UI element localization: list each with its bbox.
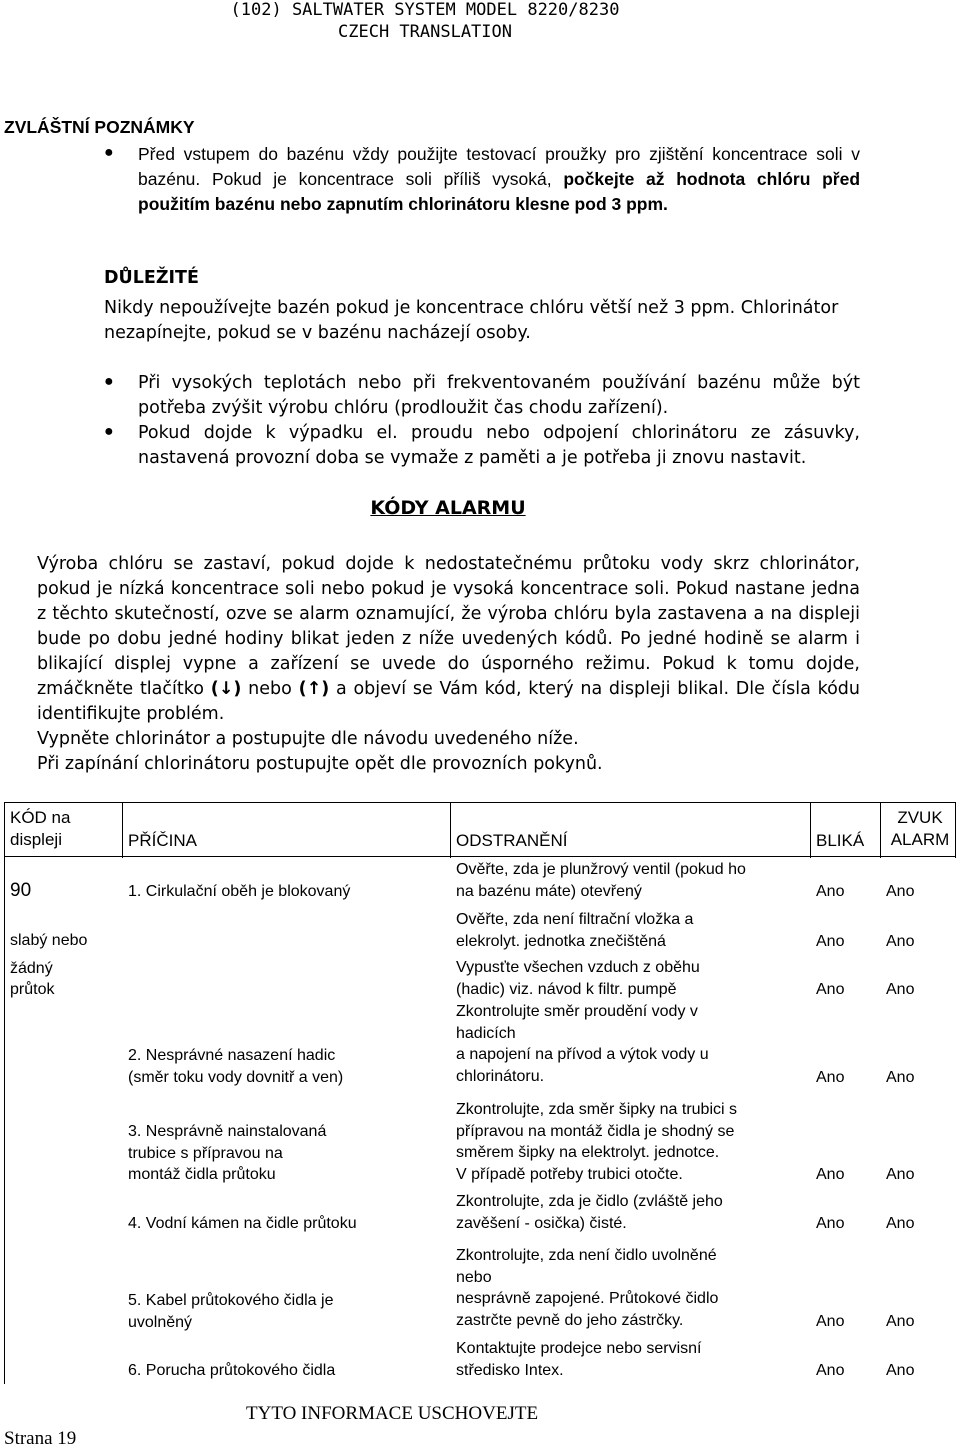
fix-line: středisko Intex. (456, 1361, 564, 1379)
cause-1 (128, 881, 350, 903)
cause-text: Nesprávné nasazení hadic (141, 1047, 336, 1064)
cause-number: 5. (128, 1292, 142, 1309)
table-col-divider (880, 802, 881, 858)
special-notes-heading: ZVLÁŠTNÍ POZNÁMKY (4, 117, 195, 137)
fix-line: nesprávně zapojené. Průtokové čidlo (456, 1290, 719, 1307)
fix-line: směrem šipky na elektrolyt. jednotce. (456, 1144, 720, 1161)
cause-number: 2. (128, 1047, 142, 1064)
table-border-top (4, 802, 956, 803)
fix-line: chlorinátoru. (456, 1067, 545, 1085)
col-header-fix: ODSTRANĚNÍ (456, 831, 568, 850)
col-header-sound-line2: ALARM (890, 829, 950, 849)
fix-line: Zkontrolujte, zda není čidlo uvolněné (456, 1247, 717, 1264)
cause-2 (128, 1045, 343, 1088)
cause-text: trubice s přípravou na (128, 1144, 283, 1162)
cause-text: Nesprávně nainstalovaná (141, 1123, 327, 1140)
note-bullet-salt-test-text: Před vstupem do bazénu vždy použijte testovací proužky pro zjištění koncentrace soli v bazénu. Pokud je koncentrace soli příliš vysoká, (138, 144, 860, 189)
blink-value: Ano (816, 1313, 845, 1330)
fix-line: zastrčte pevně do jeho zástrčky. (456, 1311, 684, 1329)
sound-value: Ano (886, 933, 915, 950)
page-number: Strana 19 (4, 1428, 77, 1449)
cause-text: montáž čidla průtoku (128, 1166, 276, 1183)
cause-number: 1. (128, 883, 142, 900)
table-border-left (4, 802, 5, 1384)
sound-value: Ano (886, 1215, 915, 1232)
alarm-intro-paragraph (37, 552, 860, 727)
fix-1 (456, 859, 746, 902)
fix-line: na bazénu máte) otevřený (456, 882, 642, 900)
cause-5 (128, 1290, 333, 1333)
fix-line: a napojení na přívod a výtok vody u (456, 1046, 709, 1063)
fix-line: Zkontrolujte směr proudění vody v (456, 1003, 698, 1020)
cause-number: 4. (128, 1215, 142, 1232)
fix-2 (456, 909, 693, 952)
alarm-codes-heading: KÓDY ALARMU (370, 497, 526, 519)
blink-value: Ano (816, 1215, 845, 1232)
sound-value: Ano (886, 1069, 915, 1086)
fix-line: Vypusťte všechen vzduch z oběhu (456, 959, 700, 976)
blink-value: Ano (816, 1166, 845, 1183)
cause-6 (128, 1360, 335, 1382)
table-col-divider (122, 802, 123, 858)
cause-text: uvolněný (128, 1313, 193, 1331)
sound-value: Ano (886, 1313, 915, 1330)
cause-text: (směr toku vody dovnitř a ven) (128, 1068, 344, 1086)
fix-3 (456, 957, 700, 1000)
fix-6 (456, 1191, 723, 1234)
note-bullet-high-temperature: Při vysokých teplotách nebo při frekventovaném používání bazénu může být potřeba zvýšit výrobu chlóru (prodloužit čas chodu zařízení). (138, 373, 860, 418)
col-header-code (10, 807, 70, 850)
sound-value: Ano (886, 1166, 915, 1183)
table-header-divider (4, 856, 956, 857)
fix-line: elekrolyt. jednotka znečištěná (456, 932, 666, 950)
blink-value: Ano (816, 1069, 845, 1086)
col-header-cause: PŘÍČINA (128, 831, 197, 850)
alarm-code-value: 90 (10, 880, 32, 901)
cause-text: Cirkulační oběh je blokovaný (141, 883, 351, 900)
cause-number: 3. (128, 1123, 142, 1140)
blink-value: Ano (816, 883, 845, 900)
bullet-marker: ● (104, 373, 114, 390)
fix-line: přípravou na montáž čidla je shodný se (456, 1122, 735, 1140)
fix-7 (456, 1245, 718, 1331)
fix-line: nebo (456, 1268, 492, 1286)
col-header-code-line1: KÓD na (10, 808, 71, 827)
fix-8 (456, 1338, 701, 1381)
fix-line: hadicích (456, 1024, 516, 1042)
fix-line: V případě potřeby trubici otočte. (456, 1165, 683, 1183)
col-header-code-line2: displeji (10, 829, 62, 849)
note-bullet-power-outage: Pokud dojde k výpadku el. proudu nebo odpojení chlorinátoru ze zásuvky, nastavená provozní doba se vymaže z paměti a je potřeba ji znovu nastavit. (138, 423, 860, 468)
alarm-code-description-line: průtok (10, 981, 55, 998)
alarm-code-description-line: slabý nebo (10, 932, 88, 949)
important-heading: DŮLEŽITÉ (104, 268, 199, 288)
alarm-intro-switch-off: Vypněte chlorinátor a postupujte dle návodu uvedeného níže. (37, 729, 579, 749)
header-subtitle: CZECH TRANSLATION (338, 22, 512, 42)
cause-number: 6. (128, 1362, 142, 1379)
header-title: (102) SALTWATER SYSTEM MODEL 8220/8230 (230, 0, 620, 20)
note-bullet-salt-test-warning: počkejte až hodnota chlóru před použitím bazénu nebo zapnutím chlorinátoru klesne pod 3 ppm. (138, 169, 861, 214)
down-button-symbol: (↓) (210, 679, 242, 699)
fix-line: Zkontrolujte, zda směr šipky na trubici s (456, 1101, 737, 1118)
sound-value: Ano (886, 883, 915, 900)
sound-value: Ano (886, 981, 915, 998)
note-bullet-salt-test (138, 142, 860, 217)
col-header-blink: BLIKÁ (816, 831, 865, 850)
cause-4 (128, 1213, 357, 1235)
bullet-marker: ● (104, 144, 114, 161)
fix-line: Ověřte, zda je plunžrový ventil (pokud ho (456, 861, 746, 878)
blink-value: Ano (816, 1362, 845, 1379)
bullet-marker: ● (104, 423, 114, 440)
footer-keep-info: TYTO INFORMACE USCHOVEJTE (246, 1403, 539, 1424)
alarm-code-description-line: žádný (10, 959, 53, 977)
cause-text: Vodní kámen na čidle průtoku (141, 1215, 357, 1232)
col-header-sound-line1: ZVUK (897, 808, 943, 827)
alarm-intro-switch-on: Při zapínání chlorinátoru postupujte opět dle provozních pokynů. (37, 754, 603, 774)
table-col-divider (810, 802, 811, 858)
blink-value: Ano (816, 981, 845, 998)
blink-value: Ano (816, 933, 845, 950)
fix-line: (hadic) viz. návod k filtr. pumpě (456, 980, 677, 998)
col-header-sound (884, 807, 956, 850)
fix-5 (456, 1099, 737, 1185)
important-text: Nikdy nepoužívejte bazén pokud je koncentrace chlóru větší než 3 ppm. Chlorinátor nezapínejte, pokud se v bazénu nacházejí osoby. (104, 298, 839, 343)
table-col-divider (450, 802, 451, 858)
alarm-intro-text-b: nebo (241, 679, 299, 699)
cause-text: Kabel průtokového čidla je (141, 1292, 334, 1309)
alarm-intro-text-a: Výroba chlóru se zastaví, pokud dojde k nedostatečnému průtoku vody skrz chlorinátor, pokud je nízká koncentrace soli nebo pokud je vysoká koncentrace soli. Pokud nastane jedna z těchto skutečností, ozve se alarm oznamující, že výroba chlóru byla zastavena a na displeji bude po dobu jedné hodiny blikat jeden z níže uvedených kódů. Po jedné hodině se alarm i blikající displej vypne a zařízení se uvede do úsporného režimu. Pokud k tomu dojde, zmáčkněte tlačítko (37, 554, 860, 699)
cause-text: Porucha průtokového čidla (141, 1362, 336, 1379)
fix-4 (456, 1001, 709, 1087)
fix-line: Ověřte, zda není filtrační vložka a (456, 911, 694, 928)
alarm-intro-text-c: a objeví se Vám kód, který na displeji blikal. Dle čísla kódu identifikujte problém. (37, 679, 860, 724)
cause-3 (128, 1121, 326, 1186)
alarm-code-description (10, 930, 87, 1001)
fix-line: Zkontrolujte, zda je čidlo (zvláště jeho (456, 1193, 723, 1210)
fix-line: Kontaktujte prodejce nebo servisní (456, 1340, 702, 1357)
up-button-symbol: (↑) (298, 679, 330, 699)
alarm-code-table (4, 802, 960, 1384)
sound-value: Ano (886, 1362, 915, 1379)
fix-line: zavěšení - osička) čisté. (456, 1214, 627, 1232)
alarm-intro (37, 552, 860, 777)
